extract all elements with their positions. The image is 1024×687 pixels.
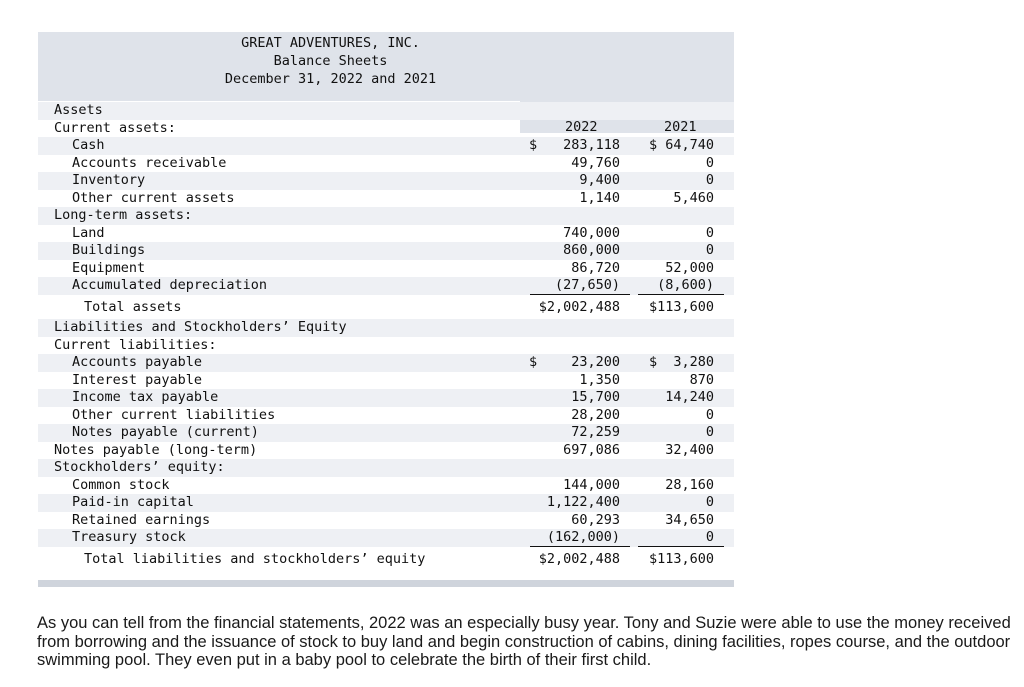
- table-row: [38, 459, 734, 477]
- balance-sheet-table: [38, 32, 734, 587]
- table-row: [38, 190, 734, 208]
- statement-name: Balance Sheets: [273, 53, 388, 69]
- row-label: Accounts receivable: [72, 154, 227, 171]
- value-2021: $113,600: [648, 298, 714, 315]
- dollar-sign: $: [529, 137, 538, 153]
- table-row: [38, 260, 734, 278]
- row-label: Notes payable (long-term): [54, 441, 258, 458]
- table-row: [38, 494, 734, 512]
- row-label: Total liabilities and stockholders’ equity: [84, 550, 426, 567]
- value-2022: 60,293: [571, 511, 620, 528]
- value-2022: 1,350: [579, 371, 620, 388]
- table-row: [38, 277, 734, 295]
- row-label: Liabilities and Stockholders’ Equity: [54, 319, 347, 335]
- value-2021: 14,240: [665, 389, 714, 405]
- subtotal-rule-2021: [638, 546, 724, 547]
- value-2021: 0: [705, 242, 714, 258]
- table-row: [38, 551, 734, 569]
- value-2021: 0: [705, 494, 714, 510]
- company-name: GREAT ADVENTURES, INC.: [241, 35, 420, 51]
- value-2021: (8,600): [657, 277, 714, 293]
- row-label: Accumulated depreciation: [72, 277, 268, 293]
- row-label: Long-term assets:: [54, 207, 193, 223]
- table-row: [38, 319, 734, 337]
- table-row: [38, 512, 734, 530]
- row-label: Treasury stock: [72, 529, 186, 545]
- value-2022: 697,086: [563, 441, 620, 458]
- value-2021: 0: [705, 424, 714, 440]
- value-2022: 15,700: [571, 389, 620, 405]
- table-row: [38, 407, 734, 425]
- value-2021: 870: [689, 371, 714, 388]
- table-row: [38, 120, 734, 138]
- value-2022: 86,720: [571, 259, 620, 276]
- row-label: Stockholders’ equity:: [54, 459, 225, 475]
- table-row: [38, 337, 734, 355]
- year-header-2021: 2021: [664, 119, 697, 135]
- table-row: [38, 442, 734, 460]
- row-label: Accounts payable: [72, 354, 203, 370]
- value-2022: (27,650): [554, 277, 620, 293]
- value-2022: 72,259: [571, 424, 620, 440]
- value-2021: 0: [705, 172, 714, 188]
- value-2021: 0: [705, 529, 714, 545]
- value-2022: 860,000: [563, 242, 620, 258]
- value-2022: 283,118: [563, 137, 620, 153]
- row-label: Other current liabilities: [72, 406, 276, 423]
- row-label: Interest payable: [72, 371, 203, 388]
- value-2021: 34,650: [665, 511, 714, 528]
- value-2022: 1,122,400: [546, 494, 620, 510]
- table-row: [38, 372, 734, 390]
- table-bottom-border: [38, 580, 734, 587]
- value-2021: 5,460: [673, 189, 714, 206]
- table-row: [38, 137, 734, 155]
- value-2021: 0: [705, 406, 714, 423]
- value-2021: 0: [705, 224, 714, 241]
- value-2022: 28,200: [571, 406, 620, 423]
- row-label: Land: [72, 224, 105, 241]
- row-label: Total assets: [84, 298, 182, 315]
- value-2022: 9,400: [579, 172, 620, 188]
- row-label: Paid-in capital: [72, 494, 194, 510]
- year-header-2022: 2022: [565, 119, 598, 135]
- table-row: [38, 225, 734, 243]
- row-label: Current liabilities:: [54, 336, 217, 353]
- row-label: Retained earnings: [72, 511, 211, 528]
- subtotal-rule-2022: [530, 294, 630, 295]
- table-row: [38, 207, 734, 225]
- statement-title: [38, 34, 623, 88]
- value-2021: 28,160: [665, 476, 714, 493]
- value-2022: $2,002,488: [538, 550, 620, 567]
- row-label: Current assets:: [54, 119, 176, 136]
- table-row: [38, 424, 734, 442]
- value-2022: 1,140: [579, 189, 620, 206]
- dollar-sign: $: [529, 354, 538, 370]
- table-row: [38, 354, 734, 372]
- value-2021: $113,600: [648, 550, 714, 567]
- statement-date: December 31, 2022 and 2021: [224, 71, 437, 87]
- row-label: Other current assets: [72, 189, 235, 206]
- value-2021: 32,400: [665, 441, 714, 458]
- value-2021: $ 3,280: [648, 354, 714, 370]
- row-label: Notes payable (current): [72, 424, 259, 440]
- value-2022: $2,002,488: [538, 298, 620, 315]
- value-2021: 0: [705, 154, 714, 171]
- row-label: Common stock: [72, 476, 170, 493]
- value-2022: 740,000: [563, 224, 620, 241]
- row-label: Assets: [54, 102, 103, 118]
- table-row: [38, 477, 734, 495]
- row-label: Equipment: [72, 259, 146, 276]
- value-2021: $ 64,740: [648, 137, 714, 153]
- table-row: [38, 299, 734, 317]
- subtotal-rule-2022: [530, 546, 630, 547]
- row-label: Income tax payable: [72, 389, 219, 405]
- row-label: Cash: [72, 137, 105, 153]
- value-2022: 49,760: [571, 154, 620, 171]
- narrative-paragraph: As you can tell from the financial statements, 2022 was an especially busy year. Tony and Suzie were able to use the money received from borrowing and the issuance of stock to buy land and begin construction of cabins, dining facilities, ropes course, and the outdoor swimming pool. They even put in a baby pool to celebrate the birth of their first child.: [37, 614, 1011, 669]
- table-row: [38, 155, 734, 173]
- table-row: [38, 529, 734, 547]
- value-2022: 144,000: [563, 476, 620, 493]
- value-2022: 23,200: [571, 354, 620, 370]
- value-2021: 52,000: [665, 259, 714, 276]
- table-row: [38, 102, 734, 120]
- table-row: [38, 242, 734, 260]
- table-row: [38, 172, 734, 190]
- value-2022: (162,000): [546, 529, 620, 545]
- table-row: [38, 389, 734, 407]
- row-label: Inventory: [72, 172, 146, 188]
- subtotal-rule-2021: [638, 294, 724, 295]
- row-label: Buildings: [72, 242, 146, 258]
